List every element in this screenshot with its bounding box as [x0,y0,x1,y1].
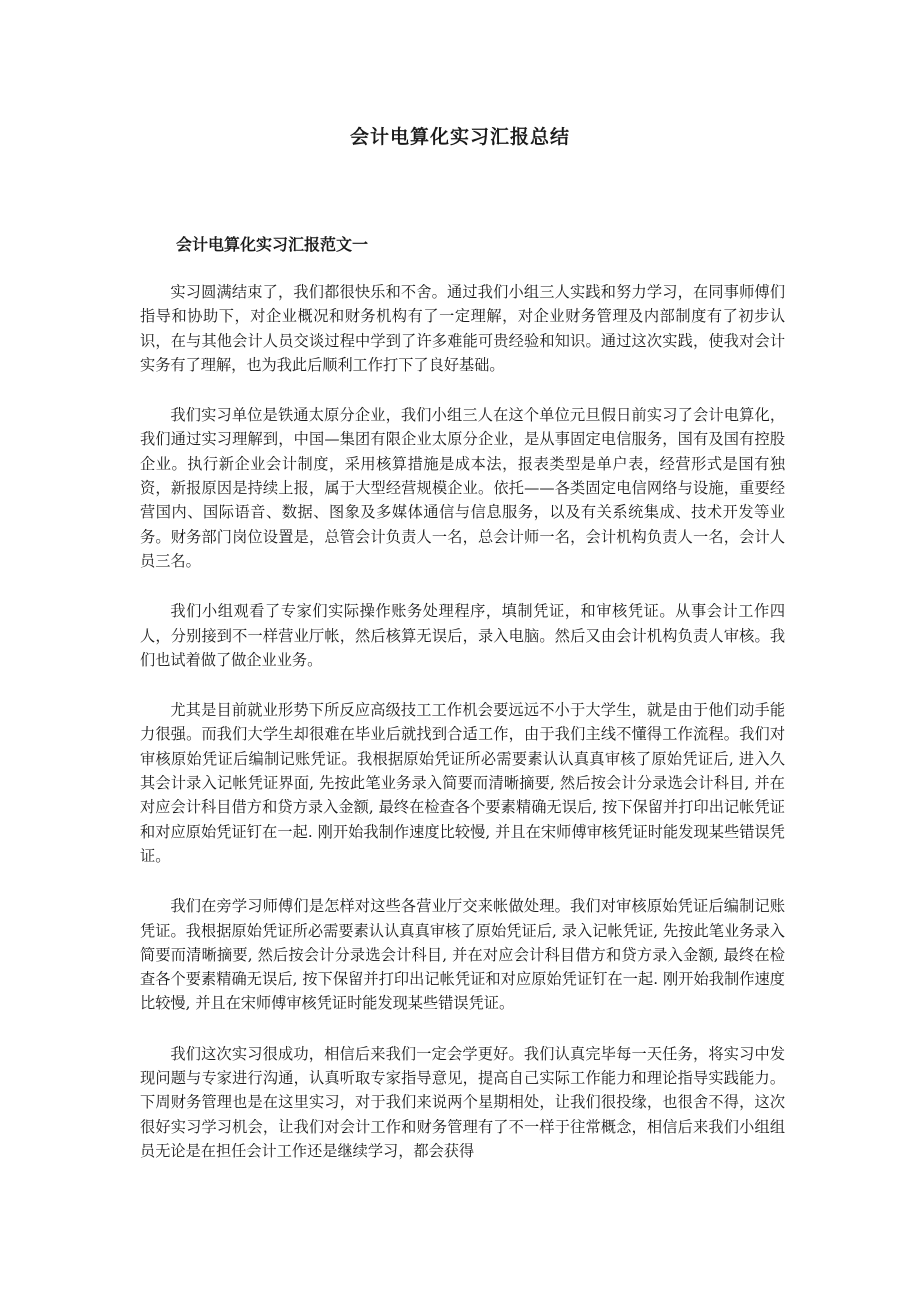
paragraph-1: 实习圆满结束了，我们都很快乐和不舍。通过我们小组三人实践和努力学习，在同事师傅们指导和协助下，对企业概况和财务机构有了一定理解，对企业财务管理及内部制度有了初步认识，在与其他会计人员交谈过程中学到了许多难能可贵经验和知识。通过这次实践，使我对会计实务有了理解，也为我此后顺利工作打下了良好基础。 [140,283,785,374]
section-heading: 会计电算化实习汇报范文一 [176,235,369,254]
paragraph-4: 尤其是目前就业形势下所反应高级技工工作机会要远远不小于大学生，就是由于他们动手能力很强。而我们大学生却很难在毕业后就找到合适工作，由于我们主线不懂得工作流程。我们对审核原始凭证后编制记账凭证。我根据原始凭证所必需要素认认真真审核了原始凭证后, 进入久其会计录入记帐凭证界面, 先按此笔业务录入简要而清晰摘要, 然后按会计分录选会计科目, 并在对应会计科目借方和贷方录入金额, 最终在检查各个要素精确无误后, 按下保留并打印出记帐凭证和对应原始凭证钉在一起. 刚开始我制作速度比较慢, 并且在宋师傅审核凭证时能发现某些错误凭证。 [140,701,785,865]
document-title: 会计电算化实习汇报总结 [349,126,570,148]
paragraph-3: 我们小组观看了专家们实际操作账务处理程序，填制凭证，和审核凭证。从事会计工作四人，分别接到不一样营业厅帐，然后核算无误后，录入电脑。然后又由会计机构负责人审核。我们也试着做了做企业业务。 [140,602,785,669]
paragraph-6: 我们这次实习很成功，相信后来我们一定会学更好。我们认真完毕每一天任务，将实习中发现问题与专家进行沟通，认真听取专家指导意见，提高自己实际工作能力和理论指导实践能力。下周财务管理也是在这里实习，对于我们来说两个星期相处，让我们很投缘，也很舍不得，这次很好实习学习机会，让我们对会计工作和财务管理有了不一样于往常概念，相信后来我们小组组员无论是在担任会计工作还是继续学习，都会获得 [140,1044,785,1160]
paragraph-2: 我们实习单位是铁通太原分企业，我们小组三人在这个单位元旦假日前实习了会计电算化，我们通过实习理解到，中国—集团有限企业太原分企业，是从事固定电信服务，国有及国有控股企业。执行新企业会计制度，采用核算措施是成本法，报表类型是单户表，经营形式是国有独资，新报原因是持续上报，属于大型经营规模企业。依托——各类固定电信网络与设施，重要经营国内、国际语音、数据、图象及多媒体通信与信息服务，以及有关系统集成、技术开发等业务。财务部门岗位设置是，总管会计负责人一名，总会计师一名，会计机构负责人一名，会计人员三名。 [140,406,785,570]
body-text [140,280,785,1189]
paragraph-5: 我们在旁学习师傅们是怎样对这些各营业厅交来帐做处理。我们对审核原始凭证后编制记账凭证。我根据原始凭证所必需要素认认真真审核了原始凭证后, 录入记帐凭证, 先按此笔业务录入简要而清晰摘要, 然后按会计分录选会计科目, 并在对应会计科目借方和贷方录入金额, 最终在检查各个要素精确无误后, 按下保留并打印出记帐凭证和对应原始凭证钉在一起. 刚开始我制作速度比较慢, 并且在宋师傅审核凭证时能发现某些错误凭证。 [140,897,785,1013]
